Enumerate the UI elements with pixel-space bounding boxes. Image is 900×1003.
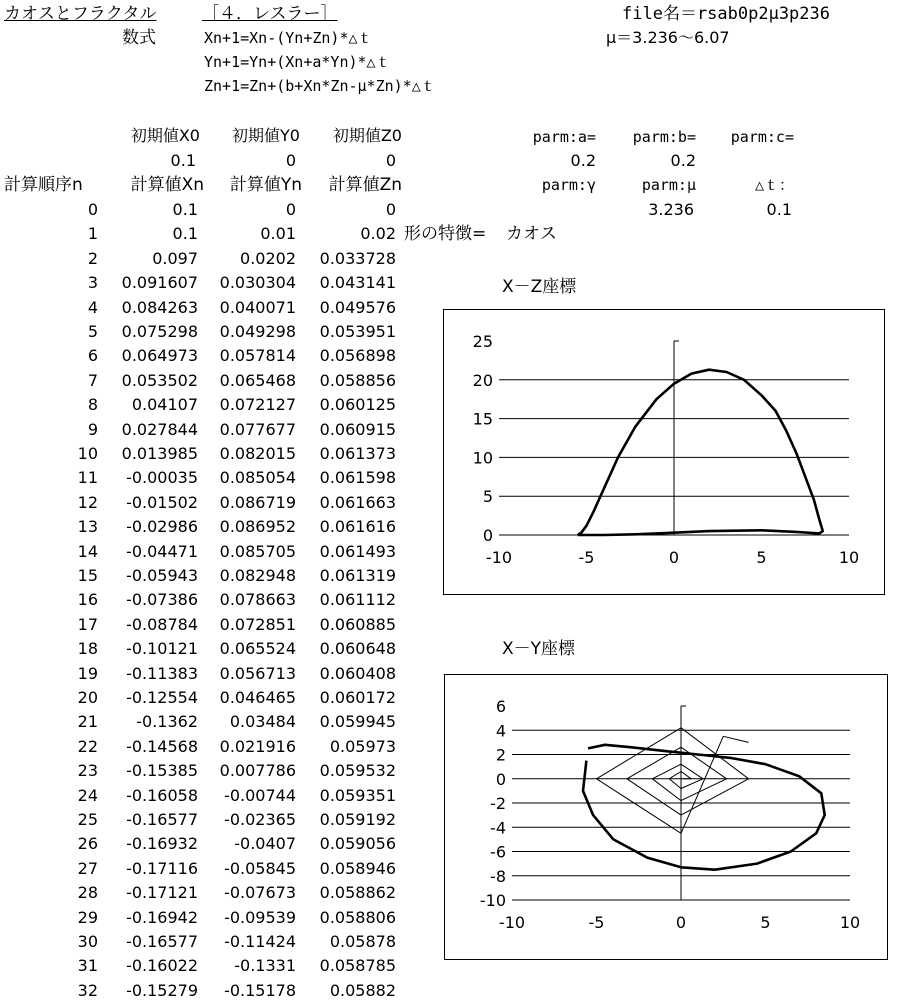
param-dt-label: △ｔ： (754, 176, 794, 194)
cell-n[interactable]: 31 (77, 956, 98, 976)
table-row (0, 515, 400, 539)
y-tick-label: 25 (472, 332, 493, 351)
cell-n[interactable]: 28 (77, 883, 98, 903)
cell-z[interactable]: 0 (385, 200, 396, 219)
cell-x[interactable]: 0.097 (152, 248, 198, 268)
cell-z[interactable]: 0.061493 (319, 541, 396, 561)
cell-x[interactable]: -0.12554 (126, 688, 198, 707)
initial-z0-label: 初期値Z0 (332, 126, 402, 145)
cell-y[interactable]: 0.082948 (219, 566, 296, 585)
cell-n[interactable]: 10 (77, 444, 98, 463)
cell-y[interactable]: -0.0407 (234, 834, 296, 854)
table-row (0, 735, 400, 759)
table-row (0, 418, 400, 442)
cell-x[interactable]: -0.17121 (126, 883, 198, 903)
col-header-x: 計算値Xn (130, 175, 204, 195)
mu-range: μ＝3.236～6.07 (606, 28, 730, 47)
cell-z[interactable]: 0.043141 (319, 273, 396, 293)
table-row (0, 686, 400, 710)
cell-z[interactable]: 0.061373 (319, 444, 396, 463)
table-row (0, 881, 400, 905)
cell-y[interactable]: 0.078663 (219, 590, 296, 610)
cell-y[interactable]: 0.007786 (219, 761, 296, 781)
table-row (0, 247, 400, 271)
cell-z[interactable]: 0.05973 (329, 736, 396, 756)
table-row (0, 393, 400, 417)
cell-y[interactable]: 0 (285, 200, 296, 219)
cell-x[interactable]: -0.02986 (126, 517, 198, 537)
cell-z[interactable]: 0.058862 (319, 883, 396, 903)
cell-z[interactable]: 0.049576 (319, 297, 396, 317)
table-row (0, 954, 400, 978)
cell-y[interactable]: 0.065524 (219, 639, 296, 659)
x-tick-label: 0 (675, 913, 687, 932)
cell-z[interactable]: 0.061598 (319, 468, 396, 488)
cell-z[interactable]: 0.060125 (319, 395, 396, 415)
attractor-spiral-line (597, 728, 749, 834)
cell-z[interactable]: 0.033728 (319, 248, 396, 268)
cell-y[interactable]: -0.00744 (224, 785, 296, 805)
table-row (0, 588, 400, 612)
cell-n[interactable]: 18 (77, 639, 98, 659)
chart-xy-area[interactable] (444, 674, 888, 960)
cell-z[interactable]: 0.060915 (319, 419, 396, 439)
data-table (0, 198, 400, 998)
x-tick-label: 0 (668, 548, 680, 567)
param-dt-value[interactable]: 0.1 (766, 200, 792, 219)
table-row (0, 906, 400, 930)
cell-z[interactable]: 0.061112 (319, 590, 396, 610)
y-tick-label: -6 (490, 842, 506, 862)
cell-y[interactable]: -0.09539 (224, 907, 296, 927)
table-row (0, 930, 400, 954)
cell-z[interactable]: 0.061616 (319, 517, 396, 537)
cell-x[interactable]: 0.064973 (121, 346, 198, 366)
cell-y[interactable]: 0.030304 (219, 273, 296, 293)
cell-z[interactable]: 0.058806 (319, 907, 396, 927)
cell-n[interactable]: 30 (77, 932, 98, 951)
cell-y[interactable]: 0.086719 (219, 492, 296, 512)
cell-n[interactable]: 6 (87, 346, 98, 366)
y-tick-label: -10 (479, 891, 506, 910)
y-tick-label: 0 (482, 526, 493, 545)
cell-x[interactable]: -0.15385 (126, 761, 198, 781)
cell-x[interactable]: -0.01502 (126, 492, 198, 512)
cell-y[interactable]: 0.082015 (219, 444, 296, 463)
y-tick-label: 4 (495, 721, 506, 741)
x-tick-label: 10 (839, 913, 861, 932)
cell-n[interactable]: 8 (87, 395, 98, 415)
cell-z[interactable]: 0.059945 (319, 712, 396, 732)
cell-x[interactable]: -0.16058 (126, 785, 198, 805)
cell-y[interactable]: 0.057814 (219, 346, 296, 366)
table-row (0, 320, 400, 344)
cell-z[interactable]: 0.059532 (319, 761, 396, 781)
cell-y[interactable]: 0.040071 (219, 297, 296, 317)
chart-xz-title: X－Z座標 (502, 277, 577, 297)
cell-n[interactable]: 2 (87, 248, 98, 268)
x-tick-label: -10 (485, 548, 513, 567)
param-c-label: parm:c= (730, 128, 794, 146)
y-tick-label: -2 (490, 794, 506, 813)
cell-x[interactable]: -0.16022 (126, 956, 198, 976)
cell-x[interactable]: -0.16577 (126, 810, 198, 829)
table-row (0, 662, 400, 686)
cell-n[interactable]: 12 (77, 492, 98, 512)
cell-y[interactable]: 0.021916 (219, 736, 296, 756)
cell-z[interactable]: 0.058946 (319, 858, 396, 878)
table-row (0, 491, 400, 515)
cell-n[interactable]: 25 (77, 810, 98, 829)
table-row (0, 198, 400, 222)
y-tick-label: 0 (495, 769, 506, 789)
cell-y[interactable]: -0.02365 (224, 810, 296, 829)
cell-z[interactable]: 0.060408 (319, 663, 396, 683)
y-tick-label: 6 (495, 697, 506, 716)
param-mu-label: parm:μ (641, 176, 696, 194)
cell-y[interactable]: 0.086952 (219, 517, 296, 537)
cell-x[interactable]: -0.08784 (126, 614, 198, 634)
cell-x[interactable]: 0.053502 (121, 370, 198, 390)
col-header-n: 計算順序n (4, 175, 83, 195)
param-b-label: parm:b= (632, 128, 696, 146)
table-row (0, 857, 400, 881)
cell-n[interactable]: 15 (77, 566, 98, 585)
param-a-value[interactable]: 0.2 (570, 151, 596, 170)
cell-y[interactable]: 0.085054 (219, 468, 296, 488)
cell-y[interactable]: 0.03484 (229, 712, 296, 732)
col-header-y: 計算値Yn (229, 175, 302, 195)
cell-n[interactable]: 19 (77, 663, 98, 683)
cell-y[interactable]: -0.07673 (224, 883, 296, 903)
cell-x[interactable]: 0.1 (172, 224, 198, 244)
x-tick-label: -10 (498, 913, 526, 932)
cell-z[interactable]: 0.060172 (319, 688, 396, 707)
cell-n[interactable]: 29 (77, 907, 98, 927)
cell-z[interactable]: 0.059056 (319, 834, 396, 854)
file-name: file名＝rsab0p2μ3p236 (622, 4, 830, 24)
cell-n[interactable]: 20 (77, 688, 98, 707)
cell-z[interactable]: 0.02 (360, 224, 396, 244)
cell-x[interactable]: -0.17116 (126, 858, 198, 878)
cell-y[interactable]: 0.072851 (219, 614, 296, 634)
table-row (0, 442, 400, 466)
attractor-xz-line (578, 370, 823, 535)
table-row (0, 613, 400, 637)
cell-x[interactable]: -0.07386 (126, 590, 198, 610)
y-tick-label: 5 (482, 487, 493, 507)
initial-y0-value[interactable]: 0 (285, 151, 296, 170)
cell-n[interactable]: 26 (77, 834, 98, 854)
cell-n[interactable]: 32 (77, 980, 98, 1000)
cell-x[interactable]: -0.16577 (126, 932, 198, 951)
cell-z[interactable]: 0.060648 (319, 639, 396, 659)
cell-x[interactable]: 0.1 (172, 200, 198, 219)
cell-y[interactable]: 0.072127 (219, 395, 296, 415)
initial-y0-label: 初期値Y0 (232, 126, 300, 145)
cell-y[interactable]: 0.046465 (219, 688, 296, 707)
cell-z[interactable]: 0.05882 (329, 980, 396, 1000)
table-row (0, 564, 400, 588)
x-tick-label: -5 (588, 913, 605, 932)
x-tick-label: 5 (760, 913, 771, 932)
y-tick-label: 2 (495, 745, 506, 765)
cell-x[interactable]: -0.16932 (126, 834, 198, 854)
table-row (0, 784, 400, 808)
cell-y[interactable]: 0.077677 (219, 419, 296, 439)
cell-z[interactable]: 0.059351 (319, 785, 396, 805)
cell-n[interactable]: 9 (87, 419, 98, 439)
cell-n[interactable]: 27 (77, 858, 98, 878)
cell-y[interactable]: 0.065468 (219, 370, 296, 390)
cell-y[interactable]: 0.0202 (240, 248, 296, 268)
cell-x[interactable]: -0.14568 (126, 736, 198, 756)
sheet-title: カオスとフラクタル (4, 4, 157, 24)
param-mu-value[interactable]: 3.236 (648, 200, 694, 219)
cell-z[interactable]: 0.05878 (329, 932, 396, 951)
cell-y[interactable]: -0.15178 (224, 980, 296, 1000)
cell-n[interactable]: 3 (87, 273, 98, 293)
cell-n[interactable]: 13 (77, 517, 98, 537)
table-row (0, 979, 400, 1003)
y-tick-label: 10 (472, 448, 493, 468)
cell-z[interactable]: 0.058785 (319, 956, 396, 976)
y-tick-label: -8 (490, 866, 506, 886)
cell-z[interactable]: 0.059192 (319, 810, 396, 829)
initial-z0-value[interactable]: 0 (385, 151, 396, 170)
feature-value: カオス (506, 224, 557, 244)
cell-z[interactable]: 0.061319 (319, 566, 396, 585)
table-row (0, 296, 400, 320)
cell-x[interactable]: -0.00035 (126, 468, 198, 488)
table-row (0, 466, 400, 490)
cell-y[interactable]: -0.11424 (224, 932, 296, 951)
col-header-z: 計算値Zn (328, 175, 402, 195)
cell-n[interactable]: 22 (77, 736, 98, 756)
cell-x[interactable]: -0.04471 (126, 541, 198, 561)
table-row (0, 832, 400, 856)
table-row (0, 271, 400, 295)
cell-x[interactable]: -0.1362 (136, 712, 198, 732)
x-tick-label: -5 (578, 548, 595, 567)
cell-n[interactable]: 23 (77, 761, 98, 781)
cell-x[interactable]: 0.013985 (121, 444, 198, 463)
cell-x[interactable]: 0.027844 (121, 419, 198, 439)
x-tick-label: 5 (756, 548, 767, 567)
section-title: ［４．レスラー］ (202, 4, 338, 24)
chart-xz-area[interactable] (443, 309, 885, 595)
cell-x[interactable]: 0.075298 (121, 322, 198, 341)
param-a-label: parm:a= (532, 128, 596, 146)
y-tick-label: -4 (490, 818, 506, 838)
cell-y[interactable]: 0.01 (260, 224, 296, 244)
cell-n[interactable]: 4 (87, 297, 98, 317)
formula-label: 数式 (122, 28, 156, 48)
table-row (0, 369, 400, 393)
cell-z[interactable]: 0.053951 (319, 322, 396, 341)
initial-x0-label: 初期値X0 (130, 126, 200, 145)
formula-z: Zn+1=Zn+(b+Xn*Zn-μ*Zn)*△ｔ (204, 77, 436, 95)
cell-y[interactable]: -0.05845 (224, 858, 296, 878)
cell-n[interactable]: 5 (87, 322, 98, 341)
cell-z[interactable]: 0.060885 (319, 614, 396, 634)
cell-x[interactable]: -0.05943 (126, 566, 198, 585)
initial-x0-value[interactable]: 0.1 (170, 151, 196, 170)
cell-x[interactable]: 0.04107 (131, 395, 198, 415)
cell-x[interactable]: -0.10121 (126, 639, 198, 659)
cell-z[interactable]: 0.061663 (319, 492, 396, 512)
cell-x[interactable]: -0.16942 (126, 907, 198, 927)
cell-n[interactable]: 17 (77, 614, 98, 634)
feature-label: 形の特徴= (404, 224, 487, 244)
cell-x[interactable]: -0.11383 (126, 663, 198, 683)
cell-x[interactable]: 0.084263 (121, 297, 198, 317)
chart-xz-svg (444, 310, 884, 594)
cell-n[interactable]: 0 (87, 200, 98, 219)
chart-xy-svg (445, 675, 887, 959)
x-tick-label: 10 (838, 548, 860, 567)
y-tick-label: 15 (472, 409, 493, 429)
param-gamma-label: parm:γ (541, 176, 596, 194)
cell-y[interactable]: -0.1331 (234, 956, 296, 976)
y-tick-label: 20 (472, 370, 493, 390)
cell-x[interactable]: -0.15279 (126, 980, 198, 1000)
cell-z[interactable]: 0.056898 (319, 346, 396, 366)
table-row (0, 808, 400, 832)
cell-n[interactable]: 16 (77, 590, 98, 610)
cell-n[interactable]: 14 (77, 541, 98, 561)
cell-n[interactable]: 11 (77, 468, 98, 488)
table-row (0, 344, 400, 368)
formula-y: Yn+1=Yn+(Xn+a*Yn)*△ｔ (204, 53, 391, 71)
cell-z[interactable]: 0.058856 (319, 370, 396, 390)
cell-y[interactable]: 0.049298 (219, 322, 296, 341)
table-row (0, 222, 400, 246)
param-b-value[interactable]: 0.2 (670, 151, 696, 170)
cell-y[interactable]: 0.056713 (219, 663, 296, 683)
cell-n[interactable]: 24 (77, 785, 98, 805)
table-row (0, 710, 400, 734)
cell-n[interactable]: 7 (87, 370, 98, 390)
chart-xy-title: X－Y座標 (502, 639, 576, 659)
table-row (0, 759, 400, 783)
cell-y[interactable]: 0.085705 (219, 541, 296, 561)
table-row (0, 637, 400, 661)
cell-n[interactable]: 21 (77, 712, 98, 732)
cell-x[interactable]: 0.091607 (121, 273, 198, 293)
cell-n[interactable]: 1 (87, 224, 98, 244)
table-row (0, 540, 400, 564)
formula-x: Xn+1=Xn-(Yn+Zn)*△ｔ (204, 29, 373, 47)
